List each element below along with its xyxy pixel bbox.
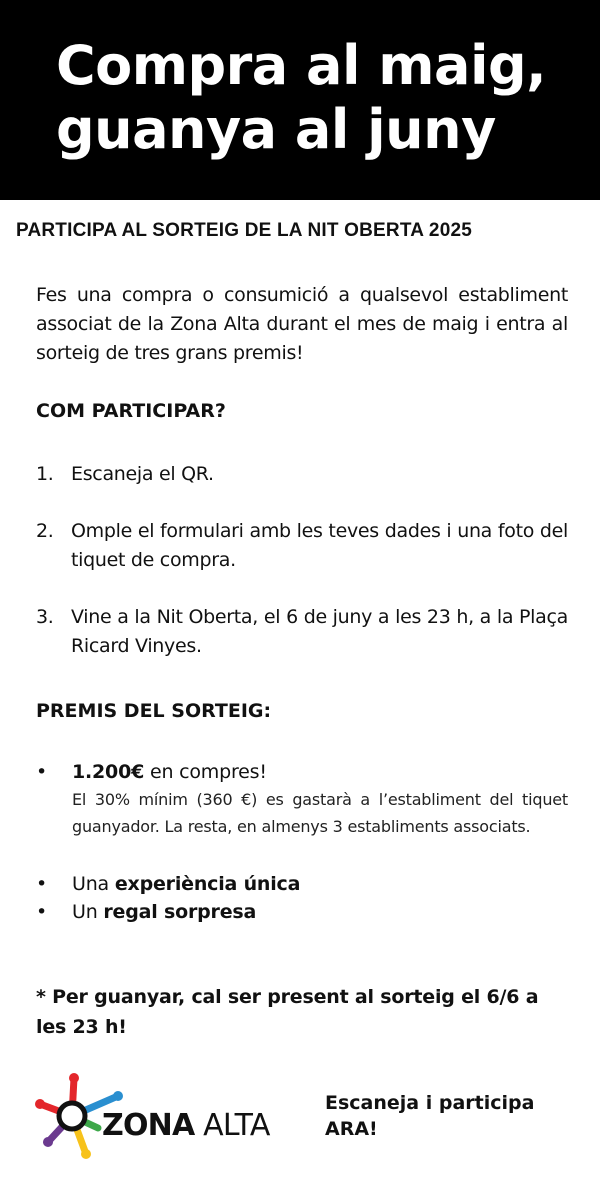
logo-word-alta: ALTA: [194, 1108, 270, 1143]
logo-dot: [113, 1091, 123, 1101]
hero-title-line1: Compra al maig,: [56, 34, 547, 97]
step-item: [36, 603, 568, 661]
bullet: •: [36, 901, 48, 923]
step-text: Escaneja el QR.: [71, 463, 214, 485]
cta-line1: Escaneja i participa: [325, 1092, 535, 1114]
call-to-action: [325, 1090, 534, 1142]
step-item: [36, 460, 568, 489]
logo-dot: [35, 1099, 45, 1109]
prize-amount: 1.200€: [72, 761, 145, 783]
prize-text: [72, 899, 568, 926]
cta-line2: ARA!: [325, 1118, 378, 1140]
prize-item: [36, 759, 568, 840]
step-text: Vine a la Nit Oberta, el 6 de juny a les 23 h, a la Plaça Ricard Vinyes.: [71, 606, 568, 657]
prize-text: [72, 871, 568, 898]
how-to-participate-heading: COM PARTICIPAR?: [36, 400, 226, 422]
prize-item: [36, 899, 568, 926]
prize-bold: experiència única: [114, 873, 301, 895]
logo-dot: [69, 1073, 79, 1083]
hero-title: [56, 34, 546, 162]
prize-prefix: Una: [72, 873, 115, 895]
step-text: Omple el formulari amb les teves dades i una foto del tiquet de compra.: [71, 520, 568, 571]
step-number: 2.: [36, 520, 54, 542]
logo-word-zona: ZONA: [102, 1108, 195, 1143]
logo-wordmark: [102, 1108, 270, 1143]
prize-prefix: Un: [72, 901, 104, 923]
step-item: [36, 517, 568, 575]
prize-bold: regal sorpresa: [103, 901, 257, 923]
condition-note: * Per guanyar, cal ser present al sorteig el 6/6 a les 23 h!: [36, 986, 539, 1038]
step-number: 1.: [36, 463, 54, 485]
prize-rest: en compres!: [144, 761, 267, 783]
prize-item: [36, 871, 568, 898]
intro-paragraph: Fes una compra o consumició a qualsevol establiment associat de la Zona Alta durant el mes de maig i entra al sorteig de tres grans premis!: [36, 284, 568, 364]
hero-banner: [0, 0, 600, 200]
subtitle: PARTICIPA AL SORTEIG DE LA NIT OBERTA 2025: [16, 220, 473, 241]
prize-text: [72, 759, 568, 786]
prizes-heading: PREMIS DEL SORTEIG:: [36, 700, 272, 722]
logo-dot: [43, 1137, 53, 1147]
bullet: •: [36, 873, 48, 895]
logo-ring: [59, 1103, 85, 1129]
step-number: 3.: [36, 606, 54, 628]
hero-title-line2: guanya al juny: [56, 98, 496, 161]
logo-dot: [81, 1149, 91, 1159]
bullet: •: [36, 761, 48, 783]
prize-note: El 30% mínim (360 €) es gastarà a l’establiment del tiquet guanyador. La resta, en almenys 3 establiments associats.: [72, 790, 568, 836]
